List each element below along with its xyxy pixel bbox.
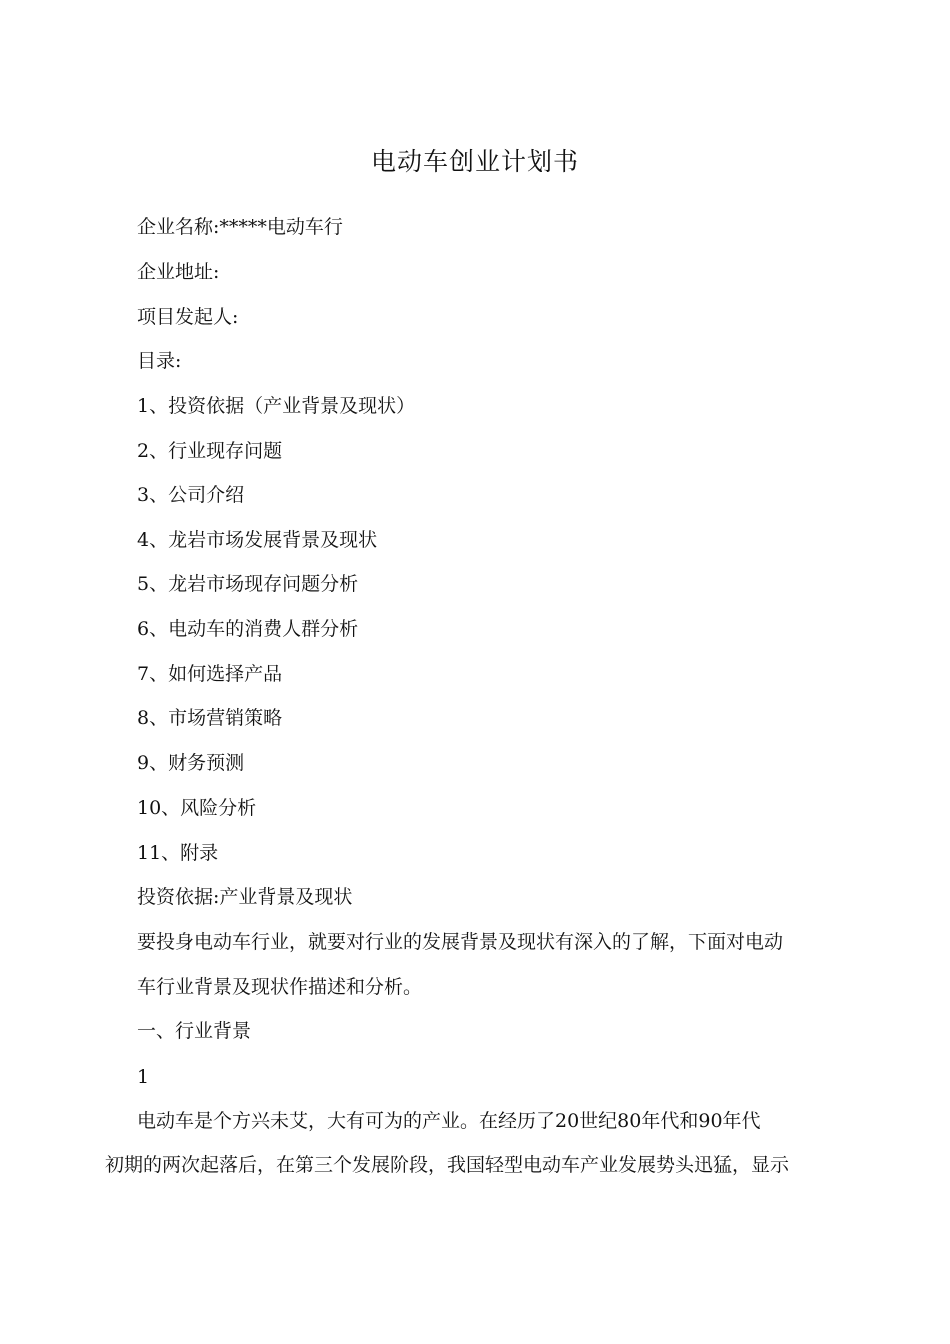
document-title: 电动车创业计划书	[370, 147, 579, 176]
company-name: 企业名称:*****电动车行	[137, 216, 343, 238]
section-heading: 投资依据:产业背景及现状	[137, 886, 353, 908]
company-address: 企业地址:	[137, 261, 220, 283]
toc-item: 2、行业现存问题	[137, 440, 283, 462]
project-initiator: 项目发起人:	[137, 306, 239, 328]
toc-item: 1、投资依据（产业背景及现状）	[137, 395, 416, 417]
toc-item: 3、公司介绍	[137, 484, 245, 506]
toc-item: 8、市场营销策略	[137, 707, 283, 729]
toc-item: 4、龙岩市场发展背景及现状	[137, 529, 378, 551]
toc-heading: 目录:	[137, 350, 182, 372]
toc-item: 6、电动车的消费人群分析	[137, 618, 359, 640]
intro-paragraph-line-1: 要投身电动车行业，就要对行业的发展背景及现状有深入的了解，下面对电动	[137, 931, 784, 953]
subsection-number: 1	[137, 1066, 150, 1088]
toc-item: 5、龙岩市场现存问题分析	[137, 573, 359, 595]
toc-item: 10、风险分析	[137, 797, 257, 819]
section-subheading: 一、行业背景	[137, 1020, 252, 1042]
toc-item: 7、如何选择产品	[137, 663, 283, 685]
toc-item: 11、附录	[137, 842, 219, 864]
intro-paragraph-line-2: 车行业背景及现状作描述和分析。	[137, 976, 423, 998]
toc-item: 9、财务预测	[137, 752, 245, 774]
body-paragraph-line-1: 电动车是个方兴未艾，大有可为的产业。在经历了20世纪80年代和90年代	[137, 1110, 761, 1132]
body-paragraph-line-2: 初期的两次起落后，在第三个发展阶段，我国轻型电动车产业发展势头迅猛，显示	[105, 1154, 790, 1176]
